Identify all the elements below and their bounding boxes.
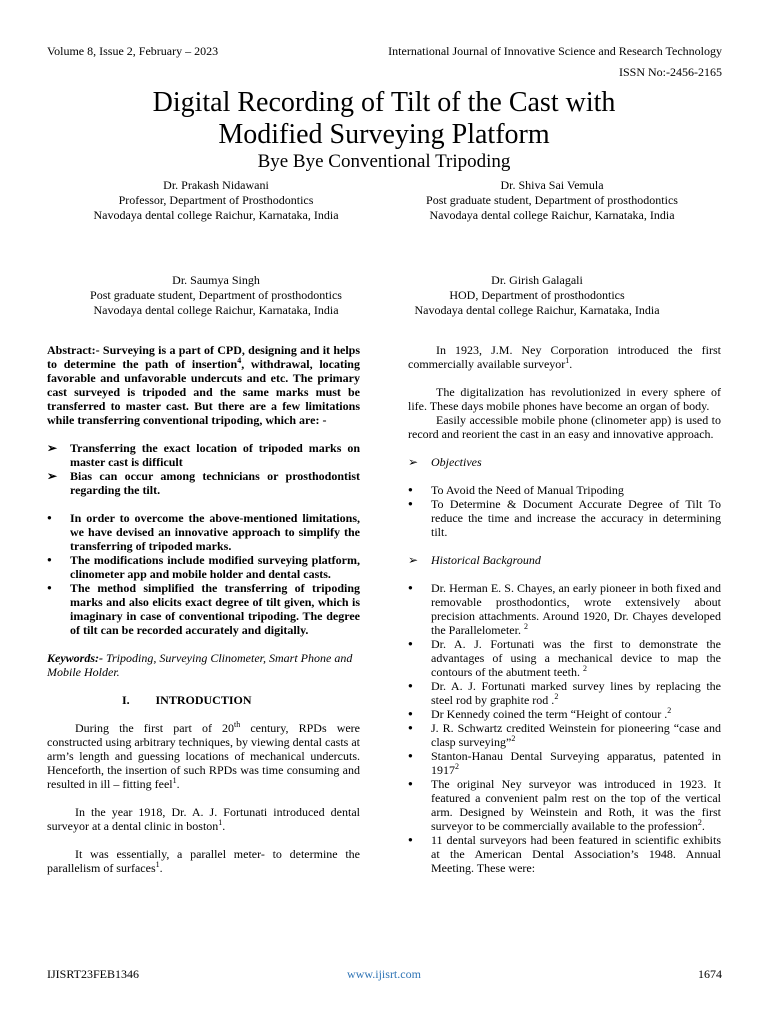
list-item: ● The modifications include modified surveying platform, clinometer app and mobile holder and dental casts. [47,553,360,581]
historical-background-heading: ➢ Historical Background [408,553,541,567]
author-name: Dr. Shiva Sai Vemula [500,178,604,192]
arrow-bullet-icon: ➢ [408,553,419,567]
list-item: ➢ Bias can occur among technicians or prosthodontist regarding the tilt. [47,469,360,497]
list-item: ● J. R. Schwartz credited Weinstein for pioneering “case and clasp surveying”$^2$ [408,721,721,749]
intro-paragraph-1: During the first part of 20th century, RPDs were constructed using arbitrary techniques, by viewing dental casts at arm’s length and guessing locations of mechanical undercuts. Henceforth, the insertion of such RPDs was time consuming and resulted in ill – fitting feel$^1$. [47,720,361,791]
list-item: ● 11 dental surveyors had been featured in scientific exhibits at the American Dental Association’s 1948. Annual Meeting. These were: [408,833,721,875]
author-affiliation: Navodaya dental college Raichur, Karnataka, India [414,303,660,317]
author-role: Post graduate student, Department of prosthodontics [426,193,678,207]
keywords: Keywords:- Tripoding, Surveying Clinometer, Smart Phone and Mobile Holder. [47,651,353,679]
list-item: ● Stanton-Hanau Dental Surveying apparatus, patented in 1917$^2$ [408,749,721,777]
author-4 [377,273,697,318]
dot-bullet-icon: ● [408,723,413,732]
abstract-limitations-list [47,441,360,497]
objectives-heading: ➢ Objectives [408,455,482,469]
right-paragraph-3: Easily accessible mobile phone (clinometer app) is used to record and reorient the cast in an easy and innovative approach. [408,413,721,441]
dot-bullet-icon: ● [408,485,413,494]
list-item: ● Dr Kennedy coined the term “Height of contour .$^2$ [408,706,672,721]
intro-paragraph-2: In the year 1918, Dr. A. J. Fortunati introduced dental surveyor at a dental clinic in boston$^1$. [47,805,360,833]
dot-bullet-icon: ● [408,751,413,760]
arrow-bullet-icon: ➢ [408,455,419,469]
section-heading-introduction: I. INTRODUCTION [122,693,252,707]
paper-title [0,87,768,151]
dot-bullet-icon: ● [47,555,52,564]
dot-bullet-icon: ● [408,583,413,592]
author-role: Professor, Department of Prosthodontics [118,193,314,207]
list-item: ● In order to overcome the above-mentioned limitations, we have devised an innovative approach to simplify the transferring of tripoded marks. [47,511,360,553]
footer-website-link[interactable]: www.ijisrt.com [347,967,421,981]
author-2 [392,178,712,223]
left-column [47,343,360,875]
dot-bullet-icon: ● [47,583,52,592]
arrow-bullet-icon: ➢ [47,441,58,455]
right-paragraph-1: In 1923, J.M. Ney Corporation introduced the first commercially available surveyor$^1$. [408,343,721,371]
dot-bullet-icon: ● [408,639,413,648]
list-item: ● The method simplified the transferring of tripoding marks and also elicits exact degree of tilt given, which is imaginary in case of conventional tripoding. The degree of tilt can be recorded accurately and digitally. [47,581,360,637]
dot-bullet-icon: ● [408,779,413,788]
volume-info: Volume 8, Issue 2, February – 2023 [47,44,219,58]
list-item: ● Dr. Herman E. S. Chayes, an early pioneer in both fixed and removable prosthodontics, wrote extensively about precision attachments. Around 1920, Dr. Chayes developed the Parallelometer. $^2$ [408,581,721,637]
footer-article-id: IJISRT23FEB1346 [47,967,139,981]
title-line-2: Modified Surveying Platform [218,119,550,150]
title-line-1: Digital Recording of Tilt of the Cast with [152,87,616,118]
history-list [408,581,721,875]
page-number: 1674 [698,967,722,981]
dot-bullet-icon: ● [408,681,413,690]
dot-bullet-icon: ● [408,499,413,508]
author-name: Dr. Girish Galagali [491,273,583,287]
right-paragraph-2: The digitalization has revolutionized in every sphere of life. These days mobile phones have become an organ of body. [408,385,721,413]
intro-paragraph-3: It was essentially, a parallel meter- to determine the parallelism of surfaces$^1$. [47,847,360,875]
journal-name: International Journal of Innovative Science and Research Technology [388,44,722,58]
author-1 [56,178,376,223]
author-role: HOD, Department of prosthodontics [449,288,625,302]
abstract-solution-list [47,511,360,637]
author-3 [56,273,376,318]
list-item: ● Dr. A. J. Fortunati marked survey lines by replacing the steel rod by graphite rod .$^2$ [408,679,721,707]
author-affiliation: Navodaya dental college Raichur, Karnataka, India [429,208,675,222]
arrow-bullet-icon: ➢ [47,469,58,483]
author-affiliation: Navodaya dental college Raichur, Karnataka, India [93,303,339,317]
paper-subtitle: Bye Bye Conventional Tripoding [257,151,511,172]
author-affiliation: Navodaya dental college Raichur, Karnataka, India [93,208,339,222]
issn: ISSN No:-2456-2165 [618,65,722,79]
author-role: Post graduate student, Department of prosthodontics [90,288,342,302]
author-name: Dr. Saumya Singh [172,273,260,287]
dot-bullet-icon: ● [47,513,52,522]
abstract: Abstract:- Surveying is a part of CPD, designing and it helps to determine the path of insertion$^4$, withdrawal, locating favorable and unfavorable undercuts and etc. The primary cast surveyed is tripoded and the same marks must be transferred to master cast. But there are a few limitations while transferring conventional tripoding, which are: - [47,343,360,427]
list-item: ➢ Transferring the exact location of tripoded marks on master cast is difficult [47,441,360,469]
list-item: ● To Avoid the Need of Manual Tripoding [408,483,624,497]
author-name: Dr. Prakash Nidawani [163,178,269,192]
list-item: ● The original Ney surveyor was introduced in 1923. It featured a convenient palm rest on the top of the vertical arm. Designed by Weinstein and Roth, it was the first surveyor to be commercially available to the profession$^2$. [408,777,721,833]
list-item: ● Dr. A. J. Fortunati was the first to demonstrate the advantages of using a mechanical device to map the contours of the abutment teeth. $^2$ [408,637,721,679]
dot-bullet-icon: ● [408,709,413,718]
right-column [408,343,721,875]
list-item: ● To Determine & Document Accurate Degree of Tilt To reduce the time and increase the accuracy in determining tilt. [408,497,721,539]
objectives-list [408,483,721,539]
dot-bullet-icon: ● [408,835,413,844]
